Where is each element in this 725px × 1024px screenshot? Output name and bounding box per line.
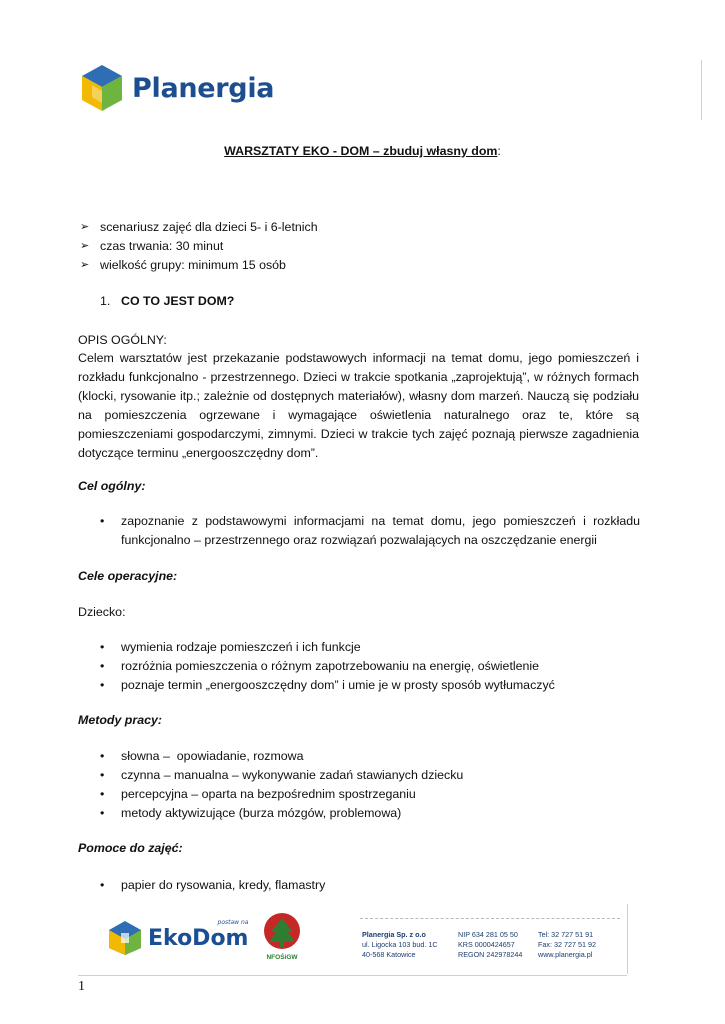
list-item-text: percepcyjna – oparta na bezpośrednim spostrzeganiu xyxy=(121,787,416,801)
ekodom-house-icon xyxy=(108,920,142,956)
footer-regon: REGON 242978244 xyxy=(458,950,523,959)
list-item-text: rozróżnia pomieszczenia o różnym zapotrzebowaniu na energię, oświetlenie xyxy=(121,659,540,673)
list-item-text: papier do rysowania, kredy, flamastry xyxy=(121,878,326,892)
cel-ogolny-list xyxy=(100,512,640,550)
list-item xyxy=(100,785,640,804)
bullet-icon: • xyxy=(100,640,105,654)
list-item xyxy=(80,237,318,256)
footer-company xyxy=(362,930,438,960)
list-item-text: czas trwania: 30 minut xyxy=(100,239,224,253)
list-item-text: zapoznanie z podstawowymi informacjami na temat domu, jego pomieszczeń i rozkładu funkcjonalno – przestrzennego oraz rozwiązań pozwalających na oszczędzanie energii xyxy=(121,514,640,547)
list-item-text: scenariusz zajęć dla dzieci 5- i 6-letnich xyxy=(100,220,318,234)
cele-operacyjne-intro: Dziecko: xyxy=(78,605,126,619)
list-item-text: metody aktywizujące (burza mózgów, problemowa) xyxy=(121,806,402,820)
footer-ids xyxy=(458,930,522,960)
nfos-emblem-icon xyxy=(263,912,301,950)
bullet-icon: • xyxy=(100,787,105,801)
bullet-icon: • xyxy=(100,678,105,692)
page-title xyxy=(0,144,725,158)
footer-dashed-line xyxy=(360,918,620,919)
footer-nip: NIP 634 281 05 50 xyxy=(458,930,518,939)
nfos-label: NFOŚiGW xyxy=(266,954,298,961)
opis-heading: OPIS OGÓLNY: xyxy=(78,333,167,347)
list-item-text: wielkość grupy: minimum 15 osób xyxy=(100,258,286,272)
list-item xyxy=(100,766,640,785)
title-text: WARSZTATY EKO - DOM – zbuduj własny dom xyxy=(224,144,498,158)
planergia-cube-icon xyxy=(80,63,124,113)
cel-ogolny-heading: Cel ogólny: xyxy=(78,479,146,493)
bullet-icon: • xyxy=(100,514,105,528)
footer-horizontal-line xyxy=(78,975,627,976)
list-item xyxy=(100,876,640,895)
bullet-icon: • xyxy=(100,768,105,782)
footer-company-name: Planergia Sp. z o.o xyxy=(362,930,426,939)
ekodom-logo xyxy=(108,920,248,956)
footer-contact xyxy=(538,930,596,960)
planergia-logo xyxy=(80,62,274,114)
pomoce-heading: Pomoce do zajęć: xyxy=(78,841,183,855)
bullet-icon: • xyxy=(100,806,105,820)
list-item xyxy=(100,804,640,823)
section-title: CO TO JEST DOM? xyxy=(121,294,235,308)
ekodom-brand-text: EkoDom xyxy=(148,925,249,951)
footer-fax: Fax: 32 727 51 92 xyxy=(538,940,596,949)
list-item xyxy=(100,512,640,550)
footer-city: 40-568 Katowice xyxy=(362,950,416,959)
list-item-text: czynna – manualna – wykonywanie zadań stawianych dziecku xyxy=(121,768,464,782)
list-item-text: wymienia rodzaje pomieszczeń i ich funkcje xyxy=(121,640,361,654)
bullet-icon: • xyxy=(100,749,105,763)
list-item xyxy=(100,747,640,766)
metody-heading: Metody pracy: xyxy=(78,713,162,727)
pomoce-list xyxy=(100,876,640,895)
brand-name: Planergia xyxy=(132,72,275,104)
section-heading xyxy=(100,292,234,311)
nfos-logo xyxy=(262,912,302,961)
list-item xyxy=(100,676,640,695)
info-list xyxy=(80,218,318,275)
footer-vertical-line xyxy=(627,904,628,974)
page-number: 1 xyxy=(78,979,85,994)
bullet-icon: • xyxy=(100,878,105,892)
list-item-text: poznaje termin „energooszczędny dom” i umie je w prosty sposób wytłumaczyć xyxy=(121,678,555,692)
footer-website: www.planergia.pl xyxy=(538,950,593,959)
list-item xyxy=(100,657,640,676)
title-suffix: : xyxy=(497,144,501,158)
bullet-icon: • xyxy=(100,659,105,673)
list-item xyxy=(100,638,640,657)
list-item xyxy=(80,218,318,237)
ekodom-brand xyxy=(148,918,249,951)
footer-tel: Tel: 32 727 51 91 xyxy=(538,930,594,939)
arrow-bullet-icon: ➢ xyxy=(80,259,90,271)
list-item xyxy=(80,256,318,275)
header-divider xyxy=(701,60,702,120)
arrow-bullet-icon: ➢ xyxy=(80,240,90,252)
footer-krs: KRS 0000424657 xyxy=(458,940,515,949)
list-item-text: słowna – opowiadanie, rozmowa xyxy=(121,749,304,763)
metody-list xyxy=(100,747,640,823)
cele-operacyjne-list xyxy=(100,638,640,695)
cele-operacyjne-heading: Cele operacyjne: xyxy=(78,569,178,583)
opis-paragraph: Celem warsztatów jest przekazanie podstawowych informacji na temat domu, jego pomieszczeń i rozkładu funkcjonalno - przestrzennego. Dzieci w trakcie spotkania „zaprojektują”, w różnych formach (klocki, rysowanie itp.; zależnie od dostępnych materiałów), własny dom marzeń. Nauczą się podziału na pomieszczenia ogrzewane i wymagające oświetlenia naturalnego oraz te, które są pomieszczeniami gospodarczymi, zimnymi. Dzieci w trakcie tych zajęć poznają pierwsze zagadnienia dotyczące terminu „energooszczędny dom”. xyxy=(78,351,639,460)
ekodom-tagline: postaw na xyxy=(217,918,249,926)
section-number: 1. xyxy=(100,294,111,308)
footer-address: ul. Ligocka 103 bud. 1C xyxy=(362,940,438,949)
arrow-bullet-icon: ➢ xyxy=(80,221,90,233)
